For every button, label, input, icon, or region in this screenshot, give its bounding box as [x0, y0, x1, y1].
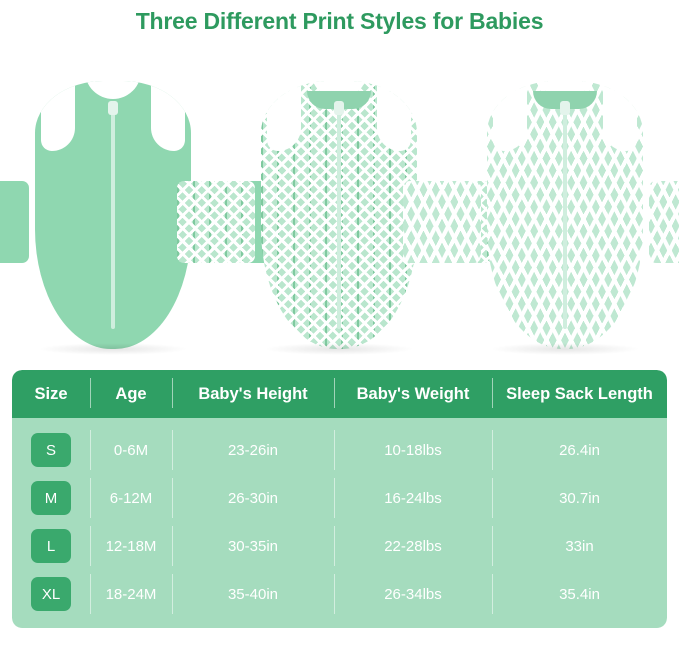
size-cell	[12, 474, 90, 522]
age-cell: 12-18M	[90, 522, 172, 570]
length-cell: 35.4in	[492, 570, 667, 618]
size-chart-table	[12, 370, 667, 628]
sleep-sack-illustration	[465, 81, 665, 349]
table-header-row	[12, 370, 667, 418]
armhole-right	[377, 81, 411, 151]
weight-cell: 10-18lbs	[334, 426, 492, 474]
column-header-weight: Baby's Weight	[334, 370, 492, 418]
armhole-right	[603, 81, 637, 151]
column-header-height: Baby's Height	[172, 370, 334, 418]
age-cell: 18-24M	[90, 570, 172, 618]
size-badge: L	[31, 529, 71, 563]
size-badge: S	[31, 433, 71, 467]
armhole-left	[267, 81, 301, 151]
arm-flap-right	[649, 181, 679, 263]
height-cell: 30-35in	[172, 522, 334, 570]
table-row	[12, 426, 667, 474]
zipper-icon	[563, 101, 567, 329]
column-header-age: Age	[90, 370, 172, 418]
height-cell: 35-40in	[172, 570, 334, 618]
drop-shadow	[38, 343, 188, 355]
length-cell: 33in	[492, 522, 667, 570]
length-cell: 26.4in	[492, 426, 667, 474]
weight-cell: 16-24lbs	[334, 474, 492, 522]
height-cell: 23-26in	[172, 426, 334, 474]
size-cell	[12, 570, 90, 618]
product-image-chevron-print	[452, 39, 678, 349]
armhole-left	[41, 81, 75, 151]
table-row	[12, 522, 667, 570]
table-body	[12, 418, 667, 628]
column-header-size: Size	[34, 384, 68, 403]
height-cell: 26-30in	[172, 474, 334, 522]
armhole-left	[493, 81, 527, 151]
page-title: Three Different Print Styles for Babies	[135, 8, 544, 34]
table-row	[12, 474, 667, 522]
age-cell: 6-12M	[90, 474, 172, 522]
size-cell	[12, 522, 90, 570]
arm-flap-left	[403, 181, 481, 263]
drop-shadow	[490, 343, 640, 355]
neckline	[85, 81, 141, 99]
table-row	[12, 570, 667, 618]
size-cell	[12, 426, 90, 474]
weight-cell: 22-28lbs	[334, 522, 492, 570]
arm-flap-left	[0, 181, 29, 263]
drop-shadow	[264, 343, 414, 355]
age-cell: 0-6M	[90, 426, 172, 474]
product-images-row	[0, 39, 679, 349]
column-header-length: Sleep Sack Length	[492, 370, 667, 418]
zipper-icon	[111, 101, 115, 329]
size-badge: M	[31, 481, 71, 515]
arm-flap-left	[177, 181, 255, 263]
size-badge: XL	[31, 577, 71, 611]
weight-cell: 26-34lbs	[334, 570, 492, 618]
zipper-icon	[337, 101, 341, 329]
length-cell: 30.7in	[492, 474, 667, 522]
armhole-right	[151, 81, 185, 151]
